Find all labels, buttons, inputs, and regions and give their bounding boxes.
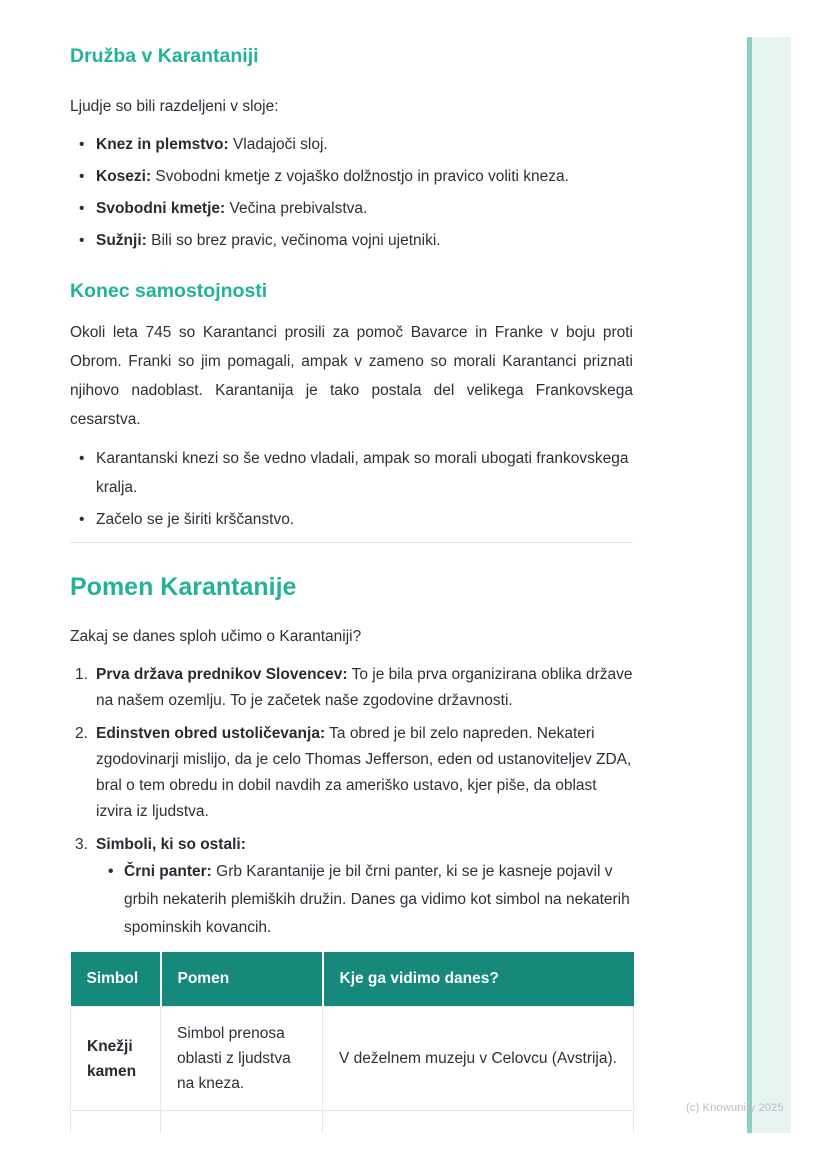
numbered-item: [70, 721, 633, 825]
scrollbar-track: [747, 37, 791, 1133]
list-item: [70, 444, 633, 502]
list-item: [70, 194, 633, 223]
nested-item-text: Grb Karantanije je bil črni panter, ki se je kasneje pojavil v grbih nekaterih plemiških družin. Danes ga vidimo kot simbol na nekaterih spominskih kovancih.: [124, 863, 630, 936]
table-header-pomen: Pomen: [161, 952, 323, 1007]
copyright-watermark: (c) Knowunity 2025: [686, 1102, 784, 1114]
table-cell-empty: [71, 1111, 161, 1134]
importance-intro: Zakaj se danes sploh učimo o Karantaniji?: [70, 628, 362, 645]
list-item-text: Večina prebivalstva.: [225, 200, 368, 217]
list-item-text: Začelo se je širiti krščanstvo.: [96, 511, 295, 528]
scrollbar-thumb[interactable]: [747, 37, 752, 1133]
nested-item-lead: Črni panter:: [124, 863, 212, 880]
list-item-lead: Kosezi:: [96, 168, 152, 185]
list-item-text: Bili so brez pravic, večinoma vojni ujetniki.: [146, 232, 441, 249]
list-item-text: Svobodni kmetje z vojaško dolžnostjo in pravico voliti kneza.: [151, 168, 569, 185]
symbols-sublist: [96, 858, 633, 942]
list-item-lead: Svobodni kmetje:: [96, 200, 226, 217]
table-cell-empty: [161, 1111, 323, 1134]
table-cell-meaning: Simbol prenosa oblasti z ljudstva na kneza.: [161, 1007, 323, 1111]
society-intro: Ljudje so bili razdeljeni v sloje:: [70, 98, 279, 115]
table-row: [71, 1007, 634, 1111]
table-header-simbol: Simbol: [71, 952, 161, 1007]
numbered-item: [70, 832, 633, 942]
list-item-text: Vladajoči sloj.: [228, 136, 328, 153]
list-item-text: Karantanski knezi so še vedno vladali, ampak so morali ubogati frankovskega kralja.: [96, 450, 629, 496]
list-item: [70, 226, 633, 255]
table-header: [71, 952, 634, 1007]
table-cell-empty: [323, 1111, 634, 1134]
numbered-item: [70, 662, 633, 714]
document-content: [70, 0, 633, 1133]
numbered-item-lead: Edinstven obred ustoličevanja:: [96, 725, 326, 742]
section-heading-konec: Konec samostojnosti: [70, 280, 268, 302]
table-cell-symbol: Knežji kamen: [71, 1007, 161, 1111]
importance-numbered-list: [70, 662, 633, 942]
list-item: [70, 162, 633, 191]
nested-list-item: [106, 858, 633, 942]
numbered-item-text: Ta obred je bil zelo napreden. Nekateri zgodovinarji mislijo, da je celo Thomas Jefferson, eden od ustanoviteljev ZDA, bral o tem obredu in dobil navdih za ameriško ustavo, kjer piše, da oblast izvira iz ljudstva.: [96, 725, 632, 820]
table-header-kje: Kje ga vidimo danes?: [323, 952, 634, 1007]
society-list: [70, 130, 633, 255]
numbered-item-lead: Prva država prednikov Slovencev:: [96, 666, 348, 683]
list-item: [70, 505, 633, 534]
table-cell-where: V deželnem muzeju v Celovcu (Avstrija).: [323, 1007, 634, 1111]
list-item-lead: Knez in plemstvo:: [96, 136, 229, 153]
list-item: [70, 130, 633, 159]
list-item-lead: Sužnji:: [96, 232, 147, 249]
numbered-item-lead: Simboli, ki so ostali:: [96, 836, 246, 853]
table-row-partial: [71, 1111, 634, 1134]
section-heading-druzba: Družba v Karantaniji: [70, 45, 259, 67]
section-heading-pomen: Pomen Karantanije: [70, 573, 297, 601]
symbols-table: [70, 952, 634, 1133]
independence-list: [70, 444, 633, 534]
numbered-item-text: To je bila prva organizirana oblika države na našem ozemlju. To je začetek naše zgodovine državnosti.: [96, 666, 633, 709]
independence-paragraph: Okoli leta 745 so Karantanci prosili za pomoč Bavarce in Franke v boju proti Obrom. Franki so jim pomagali, ampak v zameno so morali Karantanci priznati njihovo nadoblast. Karantanija je tako postala del velikega Frankovskega cesarstva.: [70, 324, 633, 428]
section-divider: [70, 542, 633, 543]
